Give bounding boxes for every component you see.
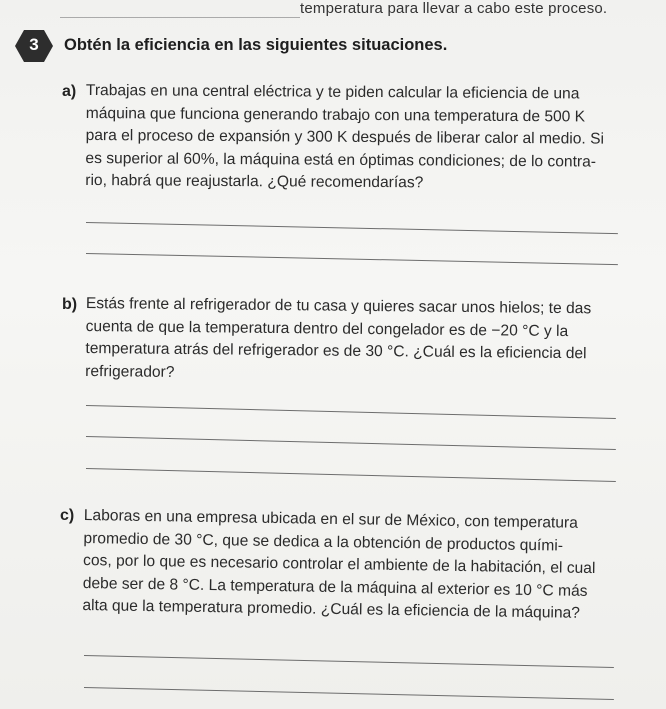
item-a-label: a) [62, 83, 77, 100]
exercise-title: Obtén la eficiencia en las siguientes situaciones. [64, 36, 448, 54]
item-b-line: refrigerador? [85, 362, 175, 381]
item-a-line: para el proceso de expansión y 300 K después de liberar calor al medio. Si [85, 126, 605, 148]
item-c-line: alta que la temperatura promedio. ¿Cuál es la eficiencia de la máquina? [82, 596, 581, 622]
item-c-line: cos, por lo que es necesario controlar el ambiente de la habitación, el cual [82, 551, 596, 578]
answer-line [86, 468, 616, 482]
item-c-line: Laboras en una empresa ubicada en el sur de México, con temperatura [83, 506, 579, 532]
answer-line [84, 687, 614, 700]
item-c-line: debe ser de 8 °C. La temperatura de la máquina al exterior es 10 °C más [82, 574, 588, 600]
item-b-line: temperatura atrás del refrigerador es de 30 °C. ¿Cuál es la eficiencia del [85, 339, 587, 363]
exercise-number-badge [14, 28, 54, 64]
item-a-line: Trabajas en una central eléctrica y te piden calcular la eficiencia de una [85, 81, 580, 103]
item-a-line: máquina que funciona generando trabajo con una temperatura de 500 K [85, 104, 586, 125]
item-b-label: b) [62, 296, 78, 313]
answer-line [86, 436, 616, 450]
previous-text-fragment: temperatura para llevar a cabo este proceso. [300, 0, 608, 17]
answer-line [86, 222, 618, 234]
exercise-number: 3 [29, 35, 39, 54]
answer-line [84, 655, 614, 668]
item-b-line: cuenta de que la temperatura dentro del congelador es de −20 °C y la [85, 317, 569, 340]
item-c-text [82, 505, 596, 626]
item-a-line: rio, habrá que reajustarla. ¿Qué recomendarías? [85, 171, 424, 192]
top-divider [60, 17, 300, 18]
item-b-line: Estás frente al refrigerador de tu casa y quieres sacar unos hielos; te das [85, 294, 592, 318]
item-a-line: es superior al 60%, la máquina está en óptimas condiciones; de lo contra- [85, 149, 597, 171]
item-a-text [85, 80, 604, 196]
answer-line [86, 253, 618, 265]
item-b-text [85, 293, 591, 388]
item-c-line: promedio de 30 °C, que se dedica a la obtención de productos quími- [83, 529, 564, 555]
answer-line [86, 405, 616, 419]
item-c-label: c) [60, 507, 75, 524]
